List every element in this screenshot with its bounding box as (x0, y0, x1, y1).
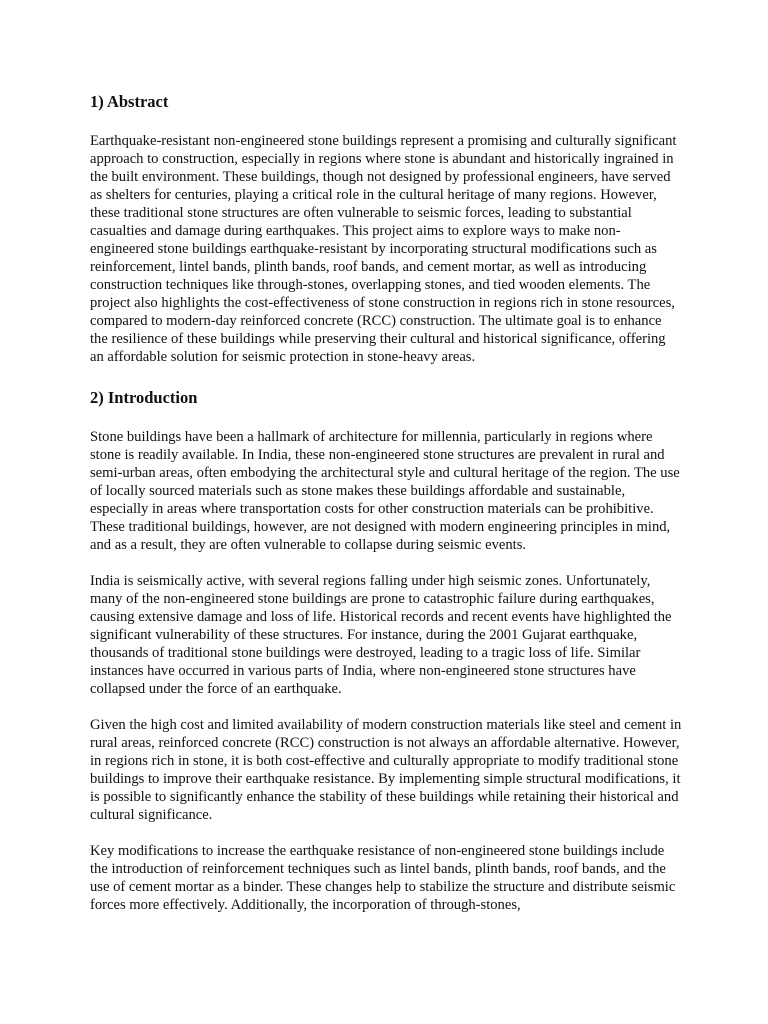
document-page (90, 88, 682, 932)
introduction-paragraph-2: India is seismically active, with several regions falling under high seismic zones. Unfortunately, many of the non-engineered stone buildings are prone to catastrophic failure during earthquakes, causing extensive damage and loss of life. Historical records and recent events have highlighted the significant vulnerability of these structures. For instance, during the 2001 Gujarat earthquake, thousands of traditional stone buildings were destroyed, leading to a tragic loss of life. Similar instances have occurred in various parts of India, where non-engineered stone structures have collapsed under the force of an earthquake. (90, 573, 672, 697)
introduction-paragraph-4: Key modifications to increase the earthquake resistance of non-engineered stone buildings include the introduction of reinforcement techniques such as lintel bands, plinth bands, roof bands, and the use of cement mortar as a binder. These changes help to stabilize the structure and distribute seismic forces more effectively. Additionally, the incorporation of through-stones, (90, 843, 676, 913)
introduction-heading: 2) Introduction (90, 388, 198, 407)
abstract-paragraph: Earthquake-resistant non-engineered stone buildings represent a promising and culturally significant approach to construction, especially in regions where stone is abundant and historically ingrained in the built environment. These buildings, though not designed by professional engineers, have served as shelters for centuries, playing a critical role in the cultural heritage of many regions. However, these traditional stone structures are often vulnerable to seismic forces, leading to substantial casualties and damage during earthquakes. This project aims to explore ways to make non-engineered stone buildings earthquake-resistant by incorporating structural modifications such as reinforcement, lintel bands, plinth bands, roof bands, and cement mortar, as well as introducing construction techniques like through-stones, overlapping stones, and tied wooden elements. The project also highlights the cost-effectiveness of stone construction in regions rich in stone resources, compared to modern-day reinforced concrete (RCC) construction. The ultimate goal is to enhance the resilience of these buildings while preserving their cultural and historical significance, offering an affordable solution for seismic protection in stone-heavy areas. (90, 133, 677, 365)
introduction-paragraph-1: Stone buildings have been a hallmark of architecture for millennia, particularly in regions where stone is readily available. In India, these non-engineered stone structures are prevalent in rural and semi-urban areas, often embodying the architectural style and cultural heritage of the region. The use of locally sourced materials such as stone makes these buildings affordable and sustainable, especially in areas where transportation costs for other construction materials can be prohibitive. These traditional buildings, however, are not designed with modern engineering principles in mind, and as a result, they are often vulnerable to collapse during seismic events. (90, 429, 680, 553)
introduction-paragraph-3: Given the high cost and limited availability of modern construction materials like steel and cement in rural areas, reinforced concrete (RCC) construction is not always an affordable alternative. However, in regions rich in stone, it is both cost-effective and culturally appropriate to modify traditional stone buildings to improve their earthquake resistance. By implementing simple structural modifications, it is possible to significantly enhance the stability of these buildings while retaining their historical and cultural significance. (90, 717, 682, 823)
abstract-heading: 1) Abstract (90, 92, 169, 111)
